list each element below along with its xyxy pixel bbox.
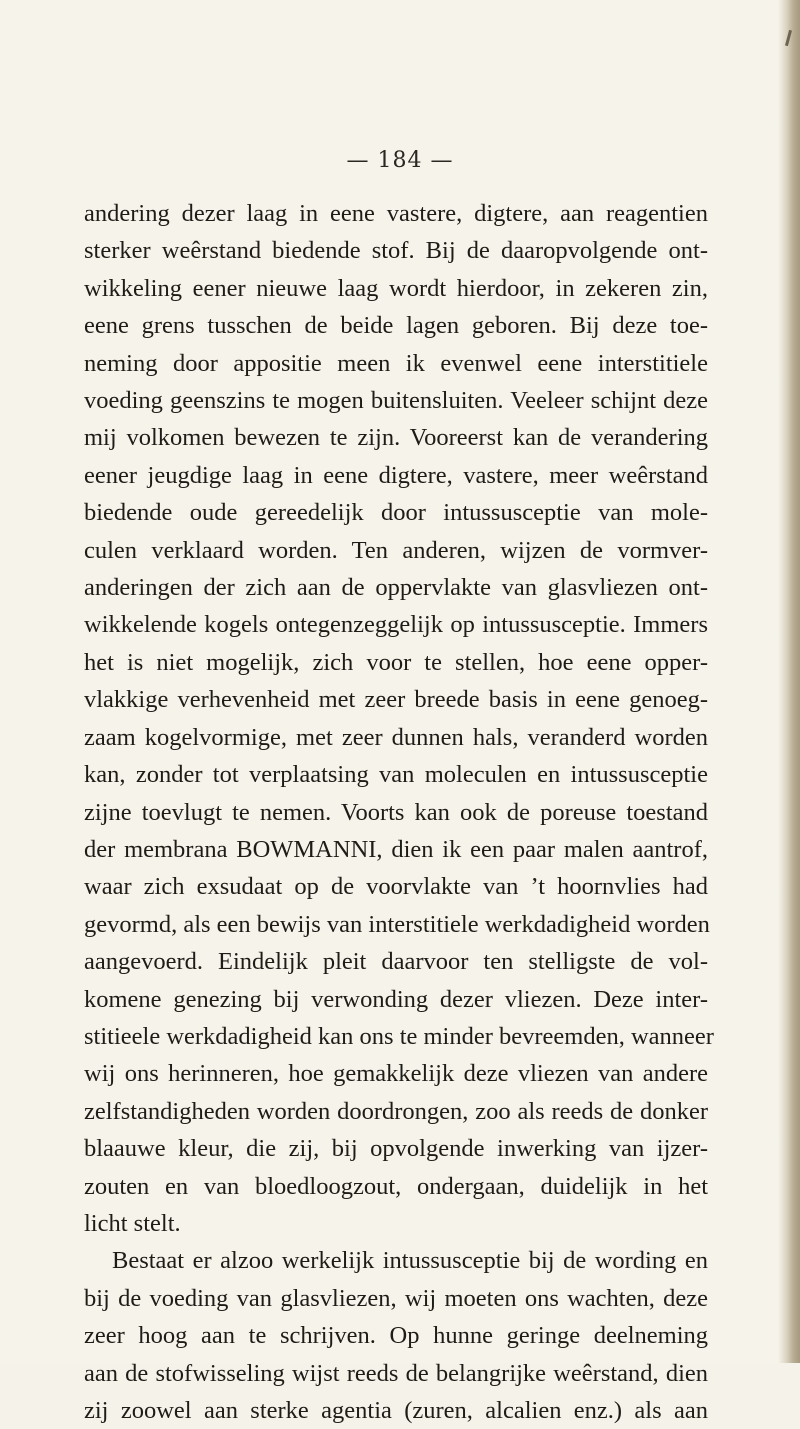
text-line: bij de voeding van glasvliezen, wij moeten ons wachten, deze bbox=[84, 1284, 708, 1312]
text-line: eener jeugdige laag in eene digtere, vastere, meer weêrstand bbox=[84, 461, 708, 489]
text-line: vlakkige verhevenheid met zeer breede basis in eene genoeg- bbox=[84, 686, 708, 714]
text-line: blaauwe kleur, die zij, bij opvolgende inwerking van ijzer- bbox=[84, 1135, 708, 1163]
text-line: biedende oude gereedelijk door intussusceptie van mole- bbox=[84, 499, 708, 527]
text-line: zeer hoog aan te schrijven. Op hunne geringe deelneming bbox=[84, 1322, 708, 1350]
text-line: culen verklaard worden. Ten anderen, wijzen de vormver- bbox=[84, 536, 708, 564]
text-line: zijne toevlugt te nemen. Voorts kan ook de poreuse toestand bbox=[84, 798, 708, 826]
text-line: wikkelende kogels ontegenzeggelijk op intussusceptie. Immers bbox=[84, 611, 708, 639]
text-line: zij zoowel aan sterke agentia (zuren, alcalien enz.) als aan bbox=[84, 1397, 708, 1424]
text-line-paragraph-start: Bestaat er alzoo werkelijk intussusceptie bij de wording en bbox=[112, 1247, 708, 1275]
text-line: zelfstandigheden worden doordrongen, zoo als reeds de donker bbox=[84, 1097, 708, 1125]
text-line: aangevoerd. Eindelijk pleit daarvoor ten stelligste de vol- bbox=[84, 948, 708, 976]
text-line: andering dezer laag in eene vastere, digtere, aan reagentien bbox=[84, 200, 708, 227]
text-line: gevormd, als een bewijs van interstitiele werkdadigheid worden bbox=[84, 910, 710, 938]
text-line: komene genezing bij verwonding dezer vliezen. Deze inter- bbox=[84, 985, 708, 1013]
text-line-paragraph-end: licht stelt. bbox=[84, 1209, 181, 1237]
text-line: zouten en van bloedloogzout, ondergaan, duidelijk in het bbox=[84, 1172, 708, 1200]
text-line: sterker weêrstand biedende stof. Bij de daaropvolgende ont- bbox=[84, 237, 708, 265]
text-line: het is niet mogelijk, zich voor te stellen, hoe eene opper- bbox=[84, 648, 708, 676]
text-line: waar zich exsudaat op de voorvlakte van ’t hoornvlies had bbox=[84, 873, 708, 901]
text-line: der membrana BOWMANNI, dien ik een paar malen aantrof, bbox=[84, 835, 708, 863]
text-line: zaam kogelvormige, met zeer dunnen hals, veranderd worden bbox=[84, 723, 708, 751]
text-line: stitieele werkdadigheid kan ons te minder bevreemden, wanneer bbox=[84, 1022, 714, 1050]
text-line: neming door appositie meen ik evenwel eene interstitiele bbox=[84, 349, 708, 377]
text-line: anderingen der zich aan de oppervlakte van glasvliezen ont- bbox=[84, 574, 708, 602]
text-line: kan, zonder tot verplaatsing van moleculen en intussusceptie bbox=[84, 761, 708, 789]
body-text bbox=[84, 195, 714, 1429]
text-line: voeding geenszins te mogen buitensluiten. Veeleer schijnt deze bbox=[84, 387, 708, 415]
text-line: eene grens tusschen de beide lagen geboren. Bij deze toe- bbox=[84, 312, 708, 340]
page-edge-shadow bbox=[778, 0, 800, 1363]
page-number-header: — 184 — bbox=[346, 148, 454, 173]
text-line: mij volkomen bewezen te zijn. Vooreerst kan de verandering bbox=[84, 424, 708, 452]
text-line: aan de stofwisseling wijst reeds de belangrijke weêrstand, dien bbox=[84, 1359, 708, 1387]
text-line: wikkeling eener nieuwe laag wordt hierdoor, in zekeren zin, bbox=[84, 274, 708, 302]
text-line: wij ons herinneren, hoe gemakkelijk deze vliezen van andere bbox=[84, 1060, 708, 1088]
